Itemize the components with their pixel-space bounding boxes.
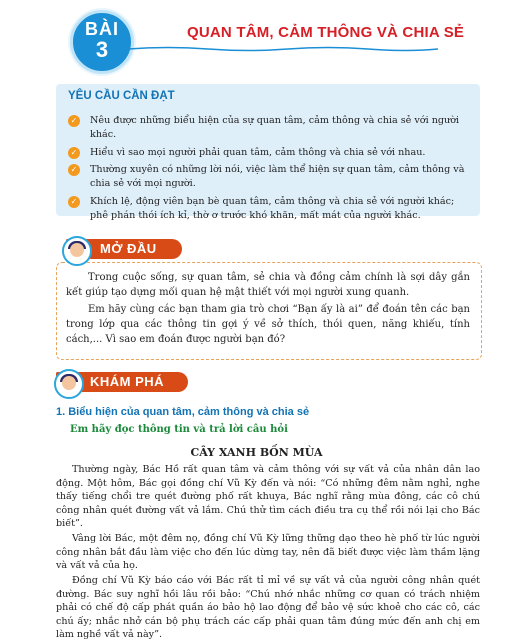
requirement-item	[68, 163, 473, 191]
check-icon: ✓	[68, 164, 80, 176]
check-icon: ✓	[68, 147, 80, 159]
section-heading: 1. Biểu hiện của quan tâm, cảm thông và chia sẻ	[56, 406, 310, 418]
requirement-item	[68, 114, 473, 142]
requirement-text: Thường xuyên có những lời nói, việc làm thể hiện sự quan tâm, cảm thông và chia sẻ với mọi người.	[90, 164, 465, 189]
lesson-badge-number: 3	[95, 37, 109, 62]
requirement-item	[68, 146, 473, 160]
lesson-badge	[70, 10, 134, 74]
story-paragraph-3: Đồng chí Vũ Kỳ báo cáo với Bác rất tỉ mỉ về sự vất vả của người công nhân quét đường. Bác suy nghĩ hồi lâu rồi bảo: “Chú nhớ nhắc những cơ quan có trách nhiệm phải có chế độ cấp phát quần áo bảo hộ lao động để bảo vệ sức khoẻ cho các cô, các chú ấy; nhắc nhở cán bộ phụ trách các cấp phải quan tâm đúng mức đến anh chị em làm nghề vất vả này”.	[56, 575, 480, 641]
requirement-item	[68, 195, 473, 223]
explore-banner-label: KHÁM PHÁ	[90, 374, 165, 389]
intro-paragraph-2: Em hãy cùng các bạn tham gia trò chơi “Bạn ấy là ai” để đoán tên các bạn trong lớp qua các thông tin gợi ý về sở thích, thói quen, năng khiếu, tính cách,... Vì sao em đoán được người bạn đó?	[66, 304, 470, 345]
intro-banner-label: MỞ ĐẦU	[100, 241, 157, 256]
title-decoration	[128, 46, 438, 52]
requirements-heading: YÊU CẦU CẦN ĐẠT	[68, 90, 175, 102]
story-paragraph-2: Vâng lời Bác, một đêm nọ, đồng chí Vũ Kỳ lững thững dạo theo hè phố từ lúc người công nhân bắt đầu làm việc cho đến lúc dừng tay, nên đã biết được việc làm thầm lặng và vất vả của họ.	[56, 533, 480, 572]
student-icon	[62, 236, 92, 266]
intro-paragraph-1: Trong cuộc sống, sự quan tâm, sẻ chia và đồng cảm chính là sợi dây gắn kết giúp tạo dựng mối quan hệ mật thiết với mọi người xung quanh.	[66, 272, 470, 298]
requirement-text: Khích lệ, động viên bạn bè quan tâm, cảm thông và chia sẻ với người khác; phê phán thói ích kỉ, thờ ơ trước khó khăn, mất mát của người khác.	[90, 195, 455, 221]
check-icon: ✓	[68, 115, 80, 127]
story-paragraph-1: Thường ngày, Bác Hồ rất quan tâm và cảm thông với sự vất vả của nhân dân lao động. Một hôm, Bác gọi đồng chí Vũ Kỳ đến và nói: “Có những đêm nằm nghỉ, nghe thấy tiếng chổi tre quét đường phố rất khuya, Bác nghĩ rằng mùa đông, các cô chú công nhân quét đường vất vả lắm. Chú thử tìm cách điều tra cụ thể rồi nói lại cho Bác biết”.	[56, 464, 480, 530]
requirements-box	[56, 84, 480, 221]
check-icon: ✓	[68, 196, 80, 208]
lesson-title: QUAN TÂM, CẢM THÔNG VÀ CHIA SẺ	[187, 24, 465, 41]
requirement-text: Hiểu vì sao mọi người phải quan tâm, cảm thông và chia sẻ với nhau.	[90, 146, 426, 158]
lesson-badge-word: BÀI	[85, 19, 119, 39]
story-title: CÂY XANH BỐN MÙA	[190, 446, 323, 459]
requirements-list	[68, 114, 473, 226]
instruction: Em hãy đọc thông tin và trả lời câu hỏi	[70, 424, 288, 435]
requirement-text: Nêu được những biểu hiện của sự quan tâm, cảm thông và chia sẻ với người khác.	[90, 115, 460, 140]
student-icon	[54, 369, 84, 399]
